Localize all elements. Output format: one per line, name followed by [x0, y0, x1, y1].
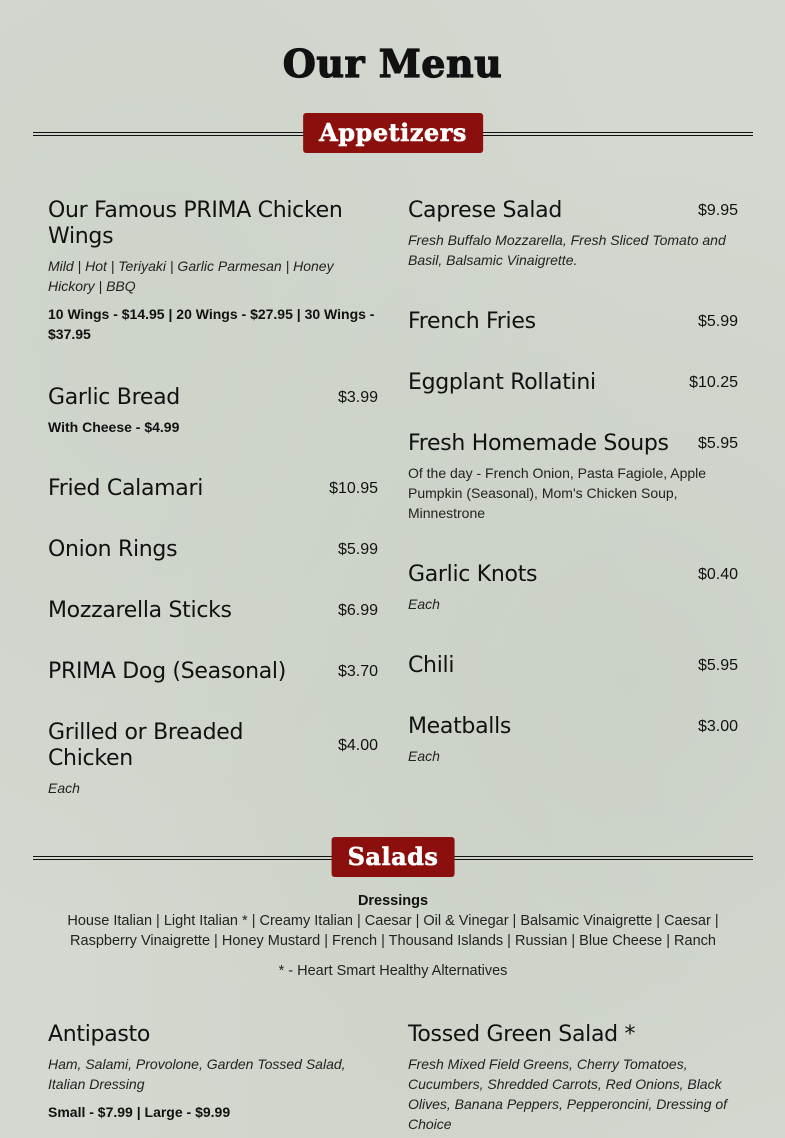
menu-item-homemade-soups: [408, 431, 738, 523]
salads-title: Salads: [332, 837, 455, 877]
item-description: Each: [408, 748, 440, 764]
menu-item-antipasto: [48, 1022, 378, 1122]
menu-item-chili: [408, 653, 738, 679]
menu-item-meatballs: [408, 714, 738, 766]
item-description: With Cheese - $4.99: [48, 419, 180, 435]
item-price: $3.00: [697, 718, 738, 735]
menu-item-tossed-green-salad: [408, 1022, 738, 1134]
item-name: Fresh Homemade Soups: [408, 431, 669, 456]
item-description: Each: [408, 596, 440, 612]
menu-item-eggplant-rollatini: [408, 370, 738, 396]
item-name: Onion Rings: [48, 537, 178, 562]
menu-item-mozzarella-sticks: [48, 598, 378, 624]
item-price: $6.99: [337, 602, 378, 619]
item-description: Of the day - French Onion, Pasta Fagiole, Apple Pumpkin (Seasonal), Mom's Chicken Soup, Minnestrone: [408, 465, 707, 521]
menu-item-grilled-chicken: [48, 720, 378, 798]
item-price-options: 10 Wings - $14.95 | 20 Wings - $27.95 | 30 Wings - $37.95: [48, 306, 375, 342]
item-description: Fresh Buffalo Mozzarella, Fresh Sliced Tomato and Basil, Balsamic Vinaigrette.: [408, 232, 726, 268]
item-price: $0.40: [697, 566, 738, 583]
item-price: $5.95: [697, 435, 738, 452]
menu-item-onion-rings: [48, 537, 378, 563]
salads-section-header: [33, 837, 753, 877]
item-price: $3.99: [337, 389, 378, 406]
item-name: Tossed Green Salad *: [408, 1022, 636, 1047]
item-price: $4.00: [337, 737, 378, 754]
dressings-title: Dressings: [357, 893, 429, 909]
menu-item-garlic-knots: [408, 562, 738, 614]
item-name: French Fries: [408, 309, 536, 334]
item-price: $9.95: [697, 202, 738, 219]
item-price: $5.99: [697, 313, 738, 330]
item-description: Ham, Salami, Provolone, Garden Tossed Salad, Italian Dressing: [48, 1056, 346, 1092]
dressings-note: * - Heart Smart Healthy Alternatives: [278, 963, 508, 979]
menu-item-caprese-salad: [408, 198, 738, 270]
item-name: Caprese Salad: [408, 198, 562, 223]
item-name: Garlic Knots: [408, 562, 538, 587]
item-price: $10.25: [689, 374, 738, 391]
item-name: Our Famous PRIMA Chicken Wings: [48, 198, 343, 249]
item-price: $5.99: [337, 541, 378, 558]
item-price: $5.95: [697, 657, 738, 674]
dressings-block: [33, 891, 753, 981]
item-description: Fresh Mixed Field Greens, Cherry Tomatoes, Cucumbers, Shredded Carrots, Red Onions, Black Olives, Banana Peppers, Pepperoncini, Dressing of Choice: [408, 1056, 728, 1132]
appetizers-section-header: [33, 113, 753, 153]
item-name: Garlic Bread: [48, 385, 180, 410]
menu-item-prima-dog: [48, 659, 378, 685]
menu-item-garlic-bread: [48, 385, 378, 437]
item-name: Grilled or Breaded Chicken: [48, 720, 244, 771]
item-name: PRIMA Dog (Seasonal): [48, 659, 287, 684]
item-name: Eggplant Rollatini: [408, 370, 596, 395]
item-price-options: Small - $7.99 | Large - $9.99: [48, 1104, 231, 1120]
menu-item-french-fries: [408, 309, 738, 335]
item-name: Mozzarella Sticks: [48, 598, 232, 623]
item-name: Antipasto: [48, 1022, 151, 1047]
item-name: Chili: [408, 653, 455, 678]
menu-item-chicken-wings: [48, 198, 378, 344]
appetizers-title: Appetizers: [303, 113, 483, 153]
item-description: Each: [48, 780, 80, 796]
dressings-list: House Italian | Light Italian * | Creamy Italian | Caesar | Oil & Vinegar | Balsamic Vinaigrette | Caesar | Raspberry Vinaigrette | Honey Mustard | French | Thousand Islands | Russian | Blue Cheese | Ranch: [67, 913, 719, 949]
item-price: $3.70: [337, 663, 378, 680]
page-title: Our Menu: [282, 41, 503, 86]
item-name: Fried Calamari: [48, 476, 204, 501]
item-price: $10.95: [329, 480, 378, 497]
item-description: Mild | Hot | Teriyaki | Garlic Parmesan | Honey Hickory | BBQ: [48, 258, 334, 294]
item-name: Meatballs: [408, 714, 512, 739]
menu-item-fried-calamari: [48, 476, 378, 502]
